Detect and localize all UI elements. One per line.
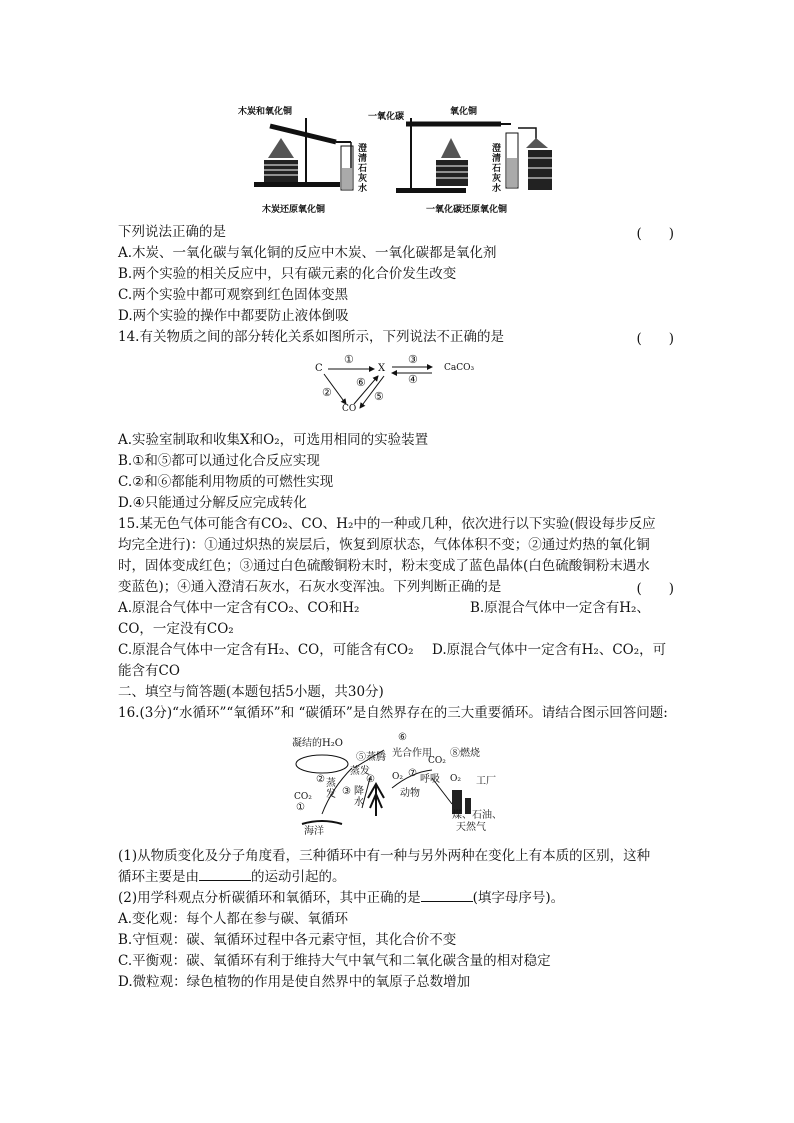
q15-option-a: A.原混合气体中一定含有CO₂、CO和H₂: [118, 600, 360, 616]
q15-option-b: B.原混合气体中一定含有H₂、: [470, 600, 650, 616]
node-x: X: [378, 363, 386, 374]
q13-option-b: B.两个实验的相关反应中，只有碳元素的化合价发生改变: [118, 266, 457, 282]
label-o2-b: O₂: [450, 774, 461, 784]
q13-answer-paren: ( ): [636, 226, 674, 242]
label-charcoal-cuo: 木炭和氧化铜: [238, 107, 293, 117]
node-co: CO: [342, 404, 357, 414]
label-n4: ④: [366, 774, 375, 785]
q15-answer-paren: ( ): [636, 581, 674, 597]
label-photosynthesis: 光合作用: [392, 748, 432, 759]
label-evaporation-1: 蒸发: [350, 766, 370, 777]
conversion-arrows: [310, 352, 490, 416]
q15-stem-line-3: 时，固体变成红色；③通过白色硫酸铜粉末时，粉末变成了蓝色晶体(白色硫酸铜粉末遇水: [118, 558, 650, 574]
q16-stem: 16.(3分)“水循环”“氧循环”和 “碳循环”是自然界存在的三大重要循环。请结合图示回答问题:: [118, 705, 668, 721]
label-combustion: ⑧燃烧: [450, 748, 480, 759]
q15-stem-line-4: 变蓝色)；④通入澄清石灰水，石灰水变浑浊。下列判断正确的是: [118, 579, 502, 595]
q14-option-d: D.④只能通过分解反应完成转化: [118, 495, 307, 511]
arrow-label-1: ①: [344, 353, 354, 366]
q16-sub2-line: [118, 888, 564, 908]
q16-sub1-blank[interactable]: [199, 868, 251, 881]
q16-sub2-text-b: (填字母序号)。: [472, 890, 565, 906]
q13-stem: 下列说法正确的是: [118, 224, 226, 240]
q16-option-b: B.守恒观：碳、氧循环过程中各元素守恒，其化合价不变: [118, 932, 457, 948]
q16-sub1-text-b: 的运动引起的。: [251, 869, 346, 885]
q13-option-c: C.两个实验中都可观察到红色固体变黑: [118, 287, 349, 303]
label-factory: 工厂: [476, 776, 496, 787]
q14-option-b: B.①和⑤都可以通过化合反应实现: [118, 453, 320, 469]
label-o2: O₂: [392, 772, 403, 782]
q13-option-a: A.木炭、一氧化碳与氧化铜的反应中木炭、一氧化碳都是氧化剂: [118, 245, 497, 261]
arrow-label-6: ⑥: [356, 376, 366, 389]
q16-option-d: D.微粒观：绿色植物的作用是使自然界中的氧原子总数增加: [118, 974, 471, 990]
q14-option-a: A.实验室制取和收集X和O₂，可选用相同的实验装置: [118, 432, 429, 448]
q16-sub1-line-1: (1)从物质变化及分子角度看，三种循环中有一种与另外两种在变化上有本质的区别，这种: [118, 848, 651, 864]
conversion-diagram: [310, 352, 490, 416]
label-n3: ③: [342, 786, 351, 797]
arrow-label-5: ⑤: [374, 390, 384, 403]
q16-sub2-text-a: (2)用学科观点分析碳循环和氧循环，其中正确的是: [118, 890, 421, 906]
label-transpiration: ⑤蒸腾: [356, 752, 386, 763]
q15-option-c: C.原混合气体中一定含有H₂、CO，可能含有CO₂: [118, 642, 414, 658]
label-precipitation: 降水: [354, 786, 364, 808]
q15-option-b-cont: CO，一定没有CO₂: [118, 621, 234, 637]
node-caco3: CaCO₃: [444, 363, 475, 373]
label-fossil-fuels-2: 天然气: [456, 822, 486, 833]
q14-stem: 14.有关物质之间的部分转化关系如图所示，下列说法不正确的是: [118, 329, 504, 345]
q15-option-d: D.原混合气体中一定含有H₂、CO₂，可: [432, 642, 667, 658]
label-n7: ⑦: [408, 768, 417, 779]
label-n2: ②: [316, 774, 325, 785]
q16-option-a: A.变化观：每个人都在参与碳、氧循环: [118, 911, 349, 927]
q15-stem-line-1: 15.某无色气体可能含有CO₂、CO、H₂中的一种或几种，依次进行以下实验(假设每步反应: [118, 516, 656, 532]
arrow-label-4: ④: [408, 373, 418, 386]
q16-sub2-blank[interactable]: [421, 889, 473, 902]
q15-stem-line-2: 均完全进行)：①通过炽热的炭层后，恢复到原状态，气体体积不变；②通过灼热的氧化铜: [118, 537, 650, 553]
arrow-label-2: ②: [322, 386, 332, 399]
section-heading: 二、填空与简答题(本题包括5小题，共30分): [118, 684, 384, 700]
arrow-label-3: ③: [408, 353, 418, 366]
q15-option-d-cont: 能含有CO: [118, 663, 180, 679]
label-co2-left: CO₂: [294, 792, 312, 802]
label-limewater-right: 澄清石灰水: [492, 144, 502, 194]
label-n6: ⑥: [398, 732, 407, 743]
label-ocean: 海洋: [304, 826, 324, 837]
label-limewater-left: 澄清石灰水: [358, 144, 368, 194]
q13-option-d: D.两个实验的操作中都要防止液体倒吸: [118, 308, 349, 324]
label-n1: ①: [296, 802, 305, 813]
q16-option-c: C.平衡观：碳、氧循环有利于维持大气中氧气和二氧化碳含量的相对稳定: [118, 953, 551, 969]
node-c: C: [315, 363, 323, 374]
label-fossil-fuels-1: 煤、石油、: [452, 810, 502, 821]
cycle-diagram: [292, 728, 522, 838]
label-evaporation-2: 蒸发: [326, 778, 336, 800]
q16-sub1-line-2: [118, 867, 346, 887]
experiment-figure: [236, 98, 566, 218]
caption-left: 木炭还原氧化铜: [262, 205, 326, 215]
label-animal: 动物: [400, 788, 420, 799]
q14-answer-paren: ( ): [636, 331, 674, 347]
label-condensed-water: 凝结的H₂O: [292, 738, 343, 749]
label-respiration: 呼吸: [420, 774, 440, 785]
q14-option-c: C.②和⑥都能利用物质的可燃性实现: [118, 474, 334, 490]
label-cuo: 氧化铜: [450, 107, 478, 117]
label-co2-top: CO₂: [428, 756, 446, 766]
q16-sub1-text-a: 循环主要是由: [118, 869, 199, 885]
caption-right: 一氧化碳还原氧化铜: [426, 205, 508, 215]
label-co: 一氧化碳: [368, 112, 405, 122]
